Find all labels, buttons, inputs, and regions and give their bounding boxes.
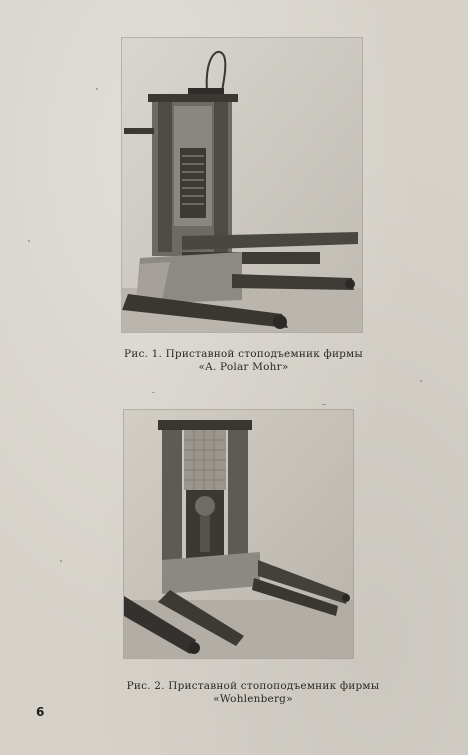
figure-1-caption <box>116 348 371 374</box>
paper-speck <box>60 560 62 562</box>
figure-2-photo <box>124 410 353 658</box>
paper-speck <box>322 404 326 405</box>
page-number: 6 <box>36 705 45 719</box>
figure-1-lift-illustration <box>122 38 362 332</box>
figure-2-lift-illustration <box>124 410 353 658</box>
figure-2-caption-line-2: «Wohlenberg» <box>213 693 293 705</box>
paper-speck <box>28 240 30 242</box>
paper-speck <box>96 88 98 90</box>
figure-1-caption-line-2: «A. Polar Mohr» <box>198 361 289 373</box>
figure-1-photo <box>122 38 362 332</box>
figure-2-caption <box>118 680 388 706</box>
figure-2-caption-line-1: Рис. 2. Приставной стопоподъемник фирмы <box>126 680 380 692</box>
figure-1-caption-line-1: Рис. 1. Приставной стоподъемник фирмы <box>124 348 363 360</box>
paper-speck <box>420 380 422 382</box>
paper-speck <box>152 392 155 393</box>
